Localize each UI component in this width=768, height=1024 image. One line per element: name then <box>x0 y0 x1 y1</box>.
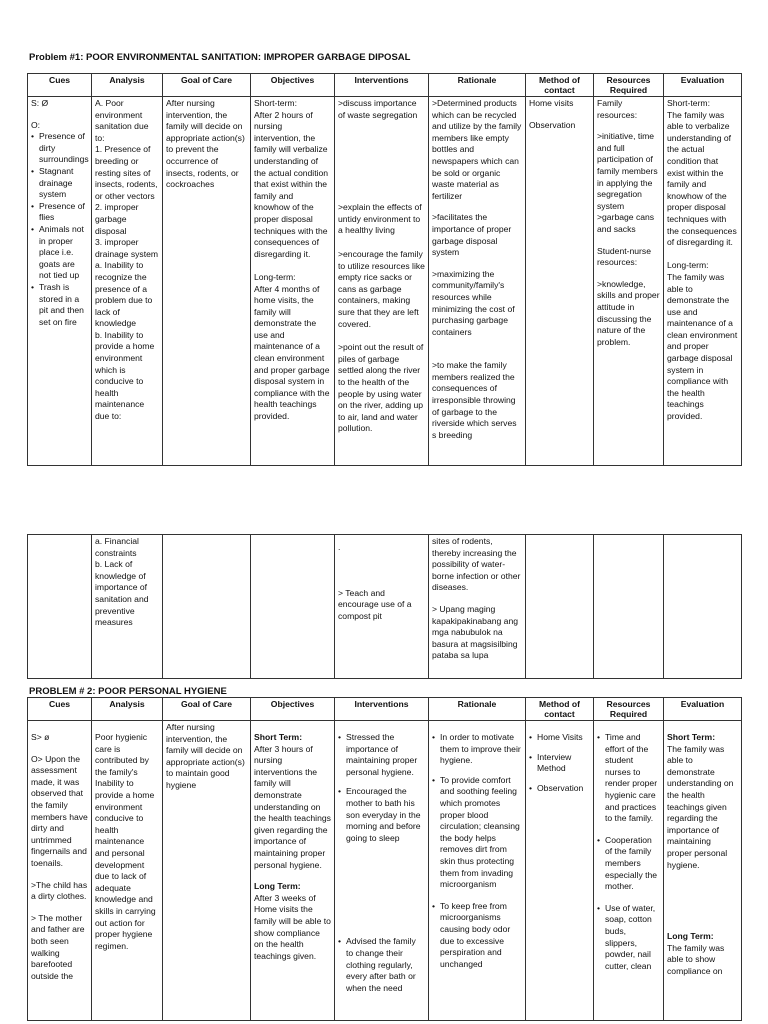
cue-item: • Trash is stored in a pit and then set on fire <box>31 282 88 328</box>
cues-list <box>31 131 88 328</box>
problem-1-table <box>27 73 742 466</box>
evaluation-cell <box>664 721 742 1021</box>
cue-item: S> ø <box>31 732 50 742</box>
continuation-table <box>27 534 742 679</box>
header-interventions: Interventions <box>335 698 429 721</box>
resources-item: • Cooperation of the family members especially the mother. <box>597 835 660 893</box>
header-resources: Resources Required <box>594 74 664 97</box>
interventions-list <box>338 732 425 994</box>
header-objectives: Objectives <box>251 74 335 97</box>
cues-cell <box>28 97 92 466</box>
intervention-item: • Stressed the importance of maintaining proper personal hygiene. <box>338 732 425 778</box>
rationale-item: sites of rodents, thereby increasing the possibility of water-borne infection or other diseases. <box>432 536 521 593</box>
objectives-cell: Short-term: After 2 hours of nursing intervention, the family will verbalize understanding of the actual condition that exist within the family and knowhow of the proper disposal techniques with the consequences of disregarding it. Long-term: After 4 months of home visits, the family will demonstrate the use and maintenance of a clean environment and proper garbage disposal system in compliance with the health teachings provided. <box>251 97 335 466</box>
rationale-item: • To provide comfort and soothing feeling which promotes proper blood circulation; cleansing the body helps removes dirt from skin thus protecting them from invading microorganism <box>432 775 522 891</box>
header-rationale: Rationale <box>429 698 526 721</box>
cues-objective-label: O: <box>31 119 41 130</box>
cue-item: • Presence of flies <box>31 201 88 224</box>
interventions-cell <box>335 97 429 466</box>
cue-item: • Stagnant drainage system <box>31 166 88 201</box>
method-item: • Observation <box>529 783 590 795</box>
resources-cell <box>594 721 664 1021</box>
resources-cell <box>594 535 664 679</box>
rationale-item: > Upang maging kapakipakinabang ang mga nabubulok na basura at magsisilbing pataba sa lupa <box>432 603 519 661</box>
rationale-item: >maximizing the community/family's resources while minimizing the cost of purchasing garbage containers <box>432 268 515 337</box>
resources-item: >knowledge, skills and proper attitude in discussing the nature of the problem. <box>597 278 660 347</box>
cues-cell <box>28 535 92 679</box>
rationale-item: • In order to motivate them to improve their hygiene. <box>432 732 522 767</box>
evaluation-long-label: Long Term: <box>667 931 714 942</box>
method-list <box>529 732 590 794</box>
objectives-cell <box>251 721 335 1021</box>
rationale-item: >Determined products which can be recycled and utilize by the family members like empty bottles and newspapers which can be sold or organic waste material as fertilizer <box>432 98 522 201</box>
header-method: Method of contact <box>526 74 594 97</box>
header-objectives: Objectives <box>251 698 335 721</box>
intervention-item: >discuss importance of waste segregation <box>338 98 418 120</box>
cue-item: • Animals not in proper place i.e. goats are not tied up <box>31 224 88 282</box>
rationale-item: • To keep free from microorganisms causing body odor due to excessive perspiration and unchanged <box>432 901 522 971</box>
goal-cell <box>163 535 251 679</box>
problem-2-table <box>27 697 742 1021</box>
objectives-cell <box>251 535 335 679</box>
method-cell <box>526 97 594 466</box>
intervention-item: • Encouraged the mother to bath his son everyday in the morning and before going to sleep <box>338 786 425 844</box>
problem-2-title: PROBLEM # 2: POOR PERSONAL HYGIENE <box>29 686 227 697</box>
cue-item: > The mother and father are both seen walking barefooted outside the <box>31 912 85 981</box>
goal-cell: After nursing intervention, the family will decide on appropriate action(s) to maintain good hygiene <box>163 721 251 1021</box>
header-goal: Goal of Care <box>163 74 251 97</box>
evaluation-short: The family was able to demonstrate understanding on the health teachings given regarding the importance of maintaining proper personal hygiene. <box>667 743 734 870</box>
resources-item: • Use of water, soap, cotton buds, slippers, powder, nail cutter, clean <box>597 903 660 973</box>
method-item: • Home Visits <box>529 732 590 744</box>
table-row <box>28 721 742 1021</box>
objectives-long: After 3 weeks of Home visits the family will be able to show compliance on the health teachings given. <box>254 892 331 961</box>
analysis-text: Poor hygienic care is contributed by the family's Inability to provide a home environment conducive to health maintenance and personal development due to lack of adequate knowledge and skills in carrying out action for proper hygiene regimen. <box>95 732 156 951</box>
resources-label: Student-nurse resources: <box>597 245 651 268</box>
analysis-cell: A. Poor environment sanitation due to: 1. Presence of breeding or resting sites of insects, rodents, or other vectors 2. improper garbage disposal 3. improper drainage system a. Inability to recognize the presence of a problem due to lack of knowledge b. Inability to provide a home environment which is conducive to health maintenance due to: <box>92 97 163 466</box>
table-row <box>28 97 742 466</box>
rationale-cell <box>429 721 526 1021</box>
evaluation-cell: Short-term: The family was able to verbalize understanding of the actual condition that exist within the family and knowhow of the proper disposal techniques with the consequences of disregarding it. Long-term: The family was able to demonstrate the use and maintenance of a clean environment and proper garbage disposal system in compliance with the health teachings provided. <box>664 97 742 466</box>
method-item: Observation <box>529 119 576 130</box>
header-cues: Cues <box>28 74 92 97</box>
header-evaluation: Evaluation <box>664 74 742 97</box>
rationale-item: >facilitates the importance of proper garbage disposal system <box>432 212 512 258</box>
goal-cell: After nursing intervention, the family will decide on appropriate action(s) to prevent the occurrence of insects, rodents, or cockroaches <box>163 97 251 466</box>
header-analysis: Analysis <box>92 74 163 97</box>
objectives-short: After 3 hours of nursing interventions the family will demonstrate understanding on the health teachings given regarding the importance of maintaining proper personal hygiene. <box>254 743 331 870</box>
evaluation-short-label: Short Term: <box>667 732 716 742</box>
table-header-row <box>28 698 742 721</box>
rationale-cell <box>429 97 526 466</box>
resources-label: Family resources: <box>597 98 638 120</box>
evaluation-long: The family was able to show compliance on <box>667 942 725 976</box>
cue-item: O> Upon the assessment made, it was observed that the family members have dirty and untrimmed fingernails and toenails. <box>31 753 88 868</box>
method-item: • Interview Method <box>529 752 590 775</box>
table-header-row <box>28 74 742 97</box>
method-item: Home visits <box>529 98 574 108</box>
header-goal: Goal of Care <box>163 698 251 721</box>
interventions-cell <box>335 535 429 679</box>
header-interventions: Interventions <box>335 74 429 97</box>
interventions-cell <box>335 721 429 1021</box>
header-cues: Cues <box>28 698 92 721</box>
analysis-cell <box>92 721 163 1021</box>
analysis-cell: a. Financial constraints b. Lack of knowledge of importance of sanitation and preventive measures <box>92 535 163 679</box>
header-analysis: Analysis <box>92 698 163 721</box>
objectives-short-label: Short Term: <box>254 732 303 742</box>
resources-item: >initiative, time and full participation of family members in applying the segregation system >garbage cans and sacks <box>597 131 658 234</box>
problem-1-title: Problem #1: POOR ENVIRONMENTAL SANITATION: IMPROPER GARBAGE DIPOSAL <box>29 52 411 63</box>
header-evaluation: Evaluation <box>664 698 742 721</box>
rationale-item: >to make the family members realized the consequences of irresponsible throwing of garbage to the riverside which serves s breeding <box>432 360 517 440</box>
rationale-cell <box>429 535 526 679</box>
evaluation-cell <box>664 535 742 679</box>
header-method: Method of contact <box>526 698 594 721</box>
objectives-long-label: Long Term: <box>254 881 301 892</box>
resources-cell <box>594 97 664 466</box>
intervention-item: >point out the result of piles of garbage settled along the river to the health of the people by using water on the river, adding up to air, land and water pollution. <box>338 342 424 434</box>
table-row <box>28 535 742 679</box>
cue-item: >The child has a dirty clothes. <box>31 879 88 902</box>
cues-cell <box>28 721 92 1021</box>
intervention-dot: . <box>338 542 341 552</box>
cues-subjective: S: Ø <box>31 98 49 108</box>
method-cell <box>526 721 594 1021</box>
intervention-item: • Advised the family to change their clothing regularly, every after bath or when the need <box>338 936 425 994</box>
resources-item: • Time and effort of the student nurses to render proper hygienic care and practices to the family. <box>597 732 660 825</box>
method-cell <box>526 535 594 679</box>
header-rationale: Rationale <box>429 74 526 97</box>
cue-item: • Presence of dirty surroundings <box>31 131 88 166</box>
intervention-item: >encourage the family to utilize resources like empty rice sacks or cans as garbage containers, making sure that they are left covered. <box>338 248 425 329</box>
intervention-item: >explain the effects of untidy environment to a healthy living <box>338 202 422 236</box>
rationale-list <box>432 732 522 970</box>
intervention-item: > Teach and encourage use of a compost pit <box>338 587 412 621</box>
header-resources: Resources Required <box>594 698 664 721</box>
resources-list <box>597 732 660 972</box>
